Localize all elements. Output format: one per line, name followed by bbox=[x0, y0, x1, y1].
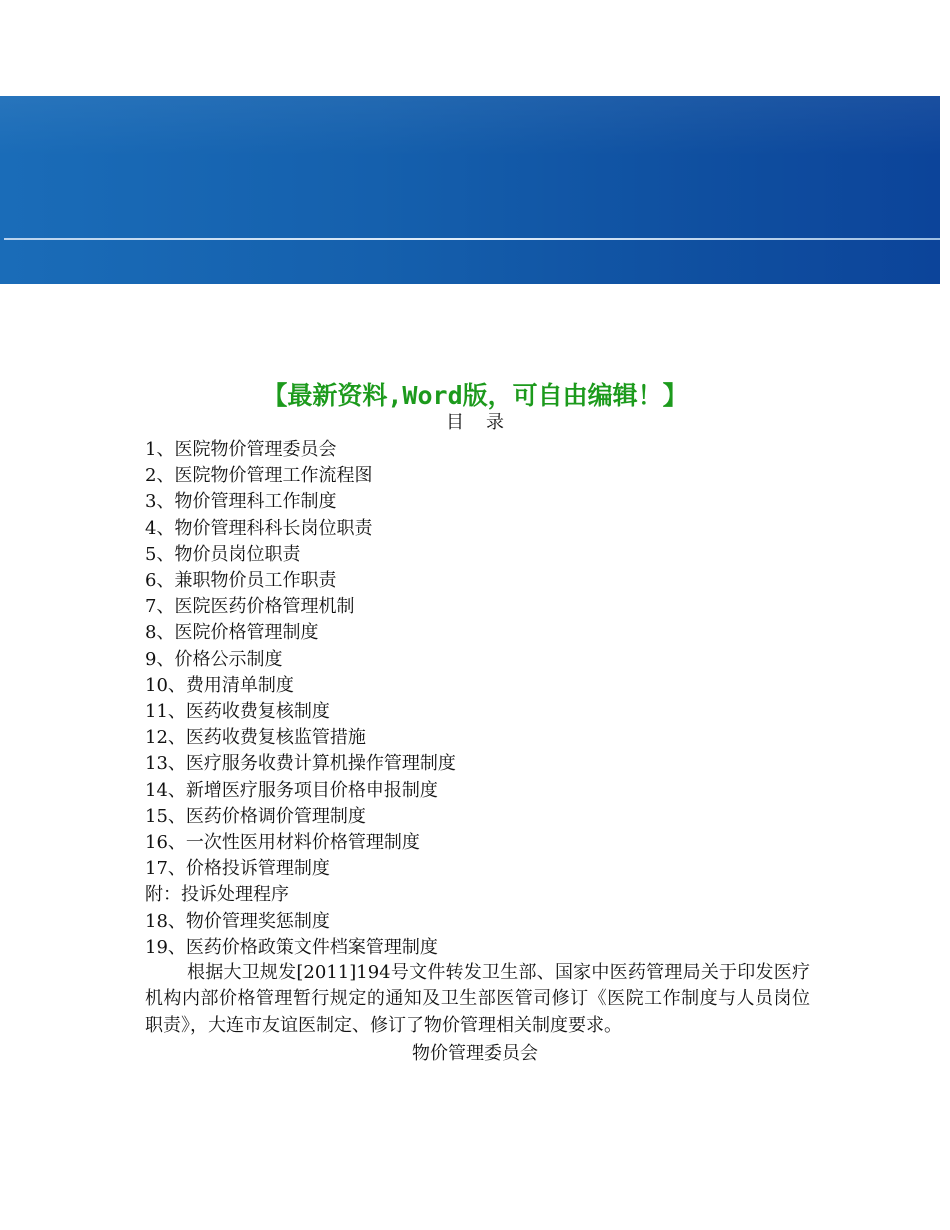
section-heading: 物价管理委员会 bbox=[412, 1043, 538, 1064]
toc-item: 7、医院医药价格管理机制 bbox=[145, 596, 355, 618]
toc-item: 11、医药收费复核制度 bbox=[145, 701, 330, 723]
intro-paragraph: 根据大卫规发[2011]194号文件转发卫生部、国家中医药管理局关于印发医疗机构内部价格管理暂行规定的通知及卫生部医管司修订《医院工作制度与人员岗位职责》，大连市友谊医制定、修订了物价管理相关制度要求。 bbox=[145, 962, 810, 1036]
toc-item: 15、医药价格调价管理制度 bbox=[145, 805, 366, 827]
header-banner bbox=[0, 96, 940, 284]
toc-item: 附：投诉处理程序 bbox=[145, 884, 289, 906]
toc-item: 3、物价管理科工作制度 bbox=[145, 491, 337, 513]
toc-item: 13、医疗服务收费计算机操作管理制度 bbox=[145, 753, 456, 775]
banner-divider-line bbox=[4, 238, 940, 240]
toc-item: 6、兼职物价员工作职责 bbox=[145, 570, 337, 592]
toc-item: 14、新增医疗服务项目价格申报制度 bbox=[145, 779, 438, 801]
toc-item: 16、一次性医用材料价格管理制度 bbox=[145, 832, 420, 854]
toc-item: 4、物价管理科科长岗位职责 bbox=[145, 517, 373, 539]
toc-item: 18、物价管理奖惩制度 bbox=[145, 910, 330, 932]
toc-item: 12、医药收费复核监管措施 bbox=[145, 727, 366, 749]
toc-item: 10、费用清单制度 bbox=[145, 674, 294, 696]
toc-title: 目录 bbox=[446, 412, 526, 433]
toc-item: 1、医院物价管理委员会 bbox=[145, 439, 337, 460]
toc-item: 17、价格投诉管理制度 bbox=[145, 858, 330, 880]
promo-headline: 【最新资料,Word版，可自由编辑！】 bbox=[262, 381, 688, 410]
toc-item: 9、价格公示制度 bbox=[145, 648, 283, 670]
toc-item: 2、医院物价管理工作流程图 bbox=[145, 465, 373, 487]
toc-item: 19、医药价格政策文件档案管理制度 bbox=[145, 936, 438, 958]
toc-item: 5、物价员岗位职责 bbox=[145, 543, 301, 565]
toc-item: 8、医院价格管理制度 bbox=[145, 622, 319, 644]
table-of-contents bbox=[145, 437, 456, 961]
